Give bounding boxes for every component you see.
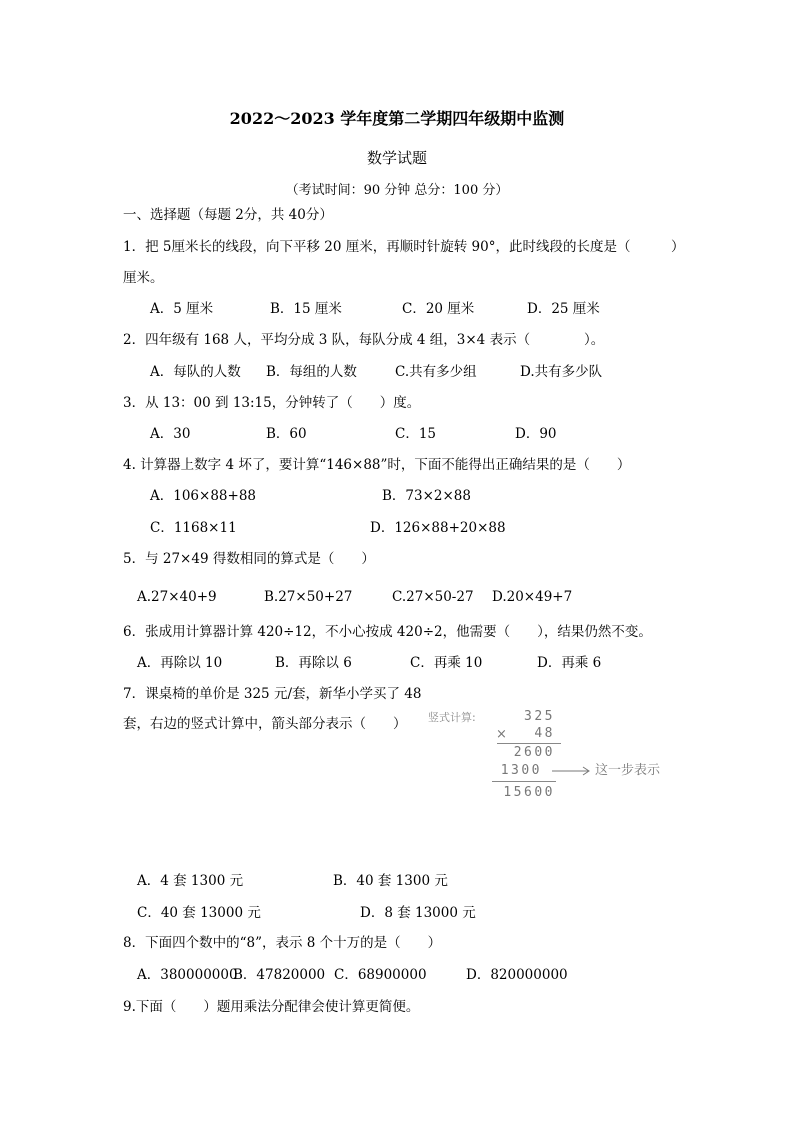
- question-6-option-b: B．再除以 6: [275, 655, 352, 671]
- calc-divider-1: [497, 743, 561, 744]
- question-2-option-d: D.共有多少队: [520, 364, 603, 380]
- question-1-option-a: A．5 厘米: [150, 301, 214, 317]
- question-5-text: 5．与 27×49 得数相同的算式是（ ）: [123, 551, 375, 567]
- question-5-option-c: C.27×50-27: [392, 589, 474, 605]
- question-3-option-b: B．60: [266, 426, 307, 442]
- question-1-text-cont: 厘米。: [123, 270, 164, 286]
- calc-row-multiplicand: 325: [524, 709, 555, 724]
- question-4-option-d: D．126×88+20×88: [370, 520, 506, 536]
- question-2-text: 2．四年级有 168 人，平均分成 3 队，每队分成 4 组，3×4 表示（ ）。: [123, 332, 605, 348]
- question-4-option-b: B．73×2×88: [382, 488, 471, 504]
- question-5-option-a: A.27×40+9: [137, 589, 217, 605]
- question-7-option-a: A．4 套 1300 元: [137, 873, 244, 889]
- exam-info: （考试时间：90 分钟 总分：100 分）: [285, 183, 509, 198]
- question-8-option-d: D．820000000: [466, 967, 568, 983]
- calc-row-product: 15600: [503, 785, 555, 800]
- question-2-option-a: A．每队的人数: [150, 364, 241, 380]
- question-6-text: 6．张成用计算器计算 420÷12，不小心按成 420÷2，他需要（ ），结果仍然不变。: [123, 624, 652, 640]
- calc-row-multiplier: 48: [534, 726, 555, 741]
- question-7-text-cont: 套，右边的竖式计算中，箭头部分表示（ ）: [123, 716, 407, 732]
- calc-label: 竖式计算:: [428, 711, 476, 724]
- section-heading: 一、选择题（每题 2分，共 40分）: [123, 207, 333, 223]
- question-5-option-d: D.20×49+7: [492, 589, 573, 605]
- question-1-option-c: C．20 厘米: [402, 301, 475, 317]
- question-4-option-a: A．106×88+88: [150, 488, 256, 504]
- question-8-option-b: B．47820000: [233, 967, 326, 983]
- question-2-option-c: C.共有多少组: [395, 364, 477, 380]
- question-6-option-d: D．再乘 6: [537, 655, 602, 671]
- question-9-text: 9.下面（ ）题用乘法分配律会使计算更简便。: [123, 999, 420, 1015]
- question-7-option-c: C．40 套 13000 元: [137, 905, 261, 921]
- question-3-option-c: C．15: [395, 426, 437, 442]
- question-7-option-d: D．8 套 13000 元: [360, 905, 476, 921]
- question-8-option-c: C．68900000: [334, 967, 427, 983]
- question-7-text: 7．课桌椅的单价是 325 元/套，新华小学买了 48: [123, 686, 422, 702]
- calc-row-partial-1: 2600: [513, 745, 555, 760]
- calc-divider-2: [492, 781, 556, 782]
- calc-arrow-note: 这一步表示: [595, 763, 661, 778]
- question-7-option-b: B．40 套 1300 元: [333, 873, 448, 889]
- question-3-text: 3．从 13：00 到 13:15，分钟转了（ ）度。: [123, 395, 421, 411]
- question-3-option-a: A．30: [150, 426, 191, 442]
- question-4-option-c: C．1168×11: [150, 520, 237, 536]
- question-4-text: 4. 计算器上数字 4 坏了，要计算“146×88”时，下面不能得出正确结果的是（ ）: [123, 457, 631, 473]
- question-8-option-a: A．380000000: [137, 967, 238, 983]
- question-1-option-b: B．15 厘米: [270, 301, 342, 317]
- question-1-option-d: D．25 厘米: [527, 301, 600, 317]
- question-1-text: 1．把 5厘米长的线段，向下平移 20 厘米，再顺时针旋转 90°，此时线段的长度是（ ）: [123, 239, 685, 255]
- page-subtitle: 数学试题: [366, 149, 427, 167]
- question-2-option-b: B．每组的人数: [266, 364, 357, 380]
- page-title: 2022～2023 学年度第二学期四年级期中监测: [229, 109, 565, 128]
- question-6-option-a: A．再除以 10: [137, 655, 223, 671]
- question-6-option-c: C．再乘 10: [410, 655, 483, 671]
- calc-row-partial-2: 1300: [500, 763, 542, 778]
- arrow-right-icon: [550, 765, 592, 777]
- question-5-option-b: B.27×50+27: [264, 589, 353, 605]
- multiply-sign: ×: [496, 727, 507, 742]
- question-3-option-d: D．90: [515, 426, 557, 442]
- question-8-text: 8．下面四个数中的“8”，表示 8 个十万的是（ ）: [123, 935, 442, 951]
